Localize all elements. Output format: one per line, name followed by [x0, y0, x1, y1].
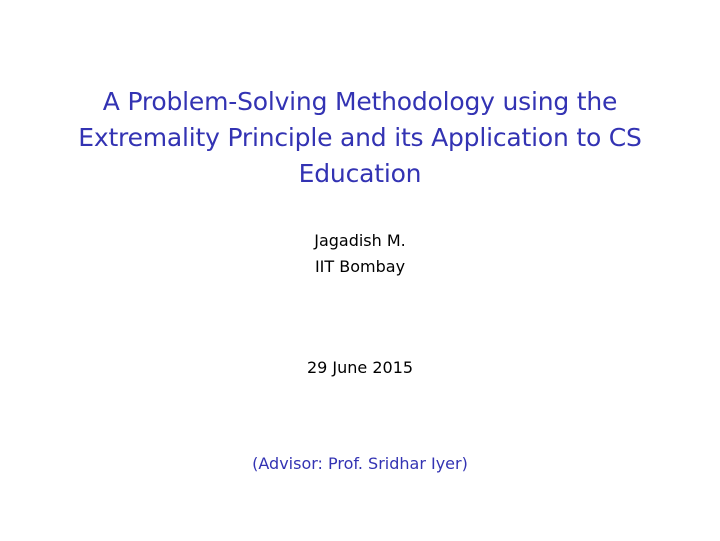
title-line-3: Education — [298, 159, 422, 188]
title-line-2: Extremality Principle and its Application to CS — [78, 123, 642, 152]
author-block — [0, 228, 720, 280]
title-line-1: A Problem-Solving Methodology using the — [102, 87, 618, 116]
advisor-line: (Advisor: Prof. Sridhar Iyer) — [252, 454, 468, 473]
institute-name: IIT Bombay — [314, 257, 406, 276]
presentation-date: 29 June 2015 — [306, 358, 414, 377]
author-name: Jagadish M. — [314, 231, 406, 250]
slide-title — [40, 84, 680, 192]
